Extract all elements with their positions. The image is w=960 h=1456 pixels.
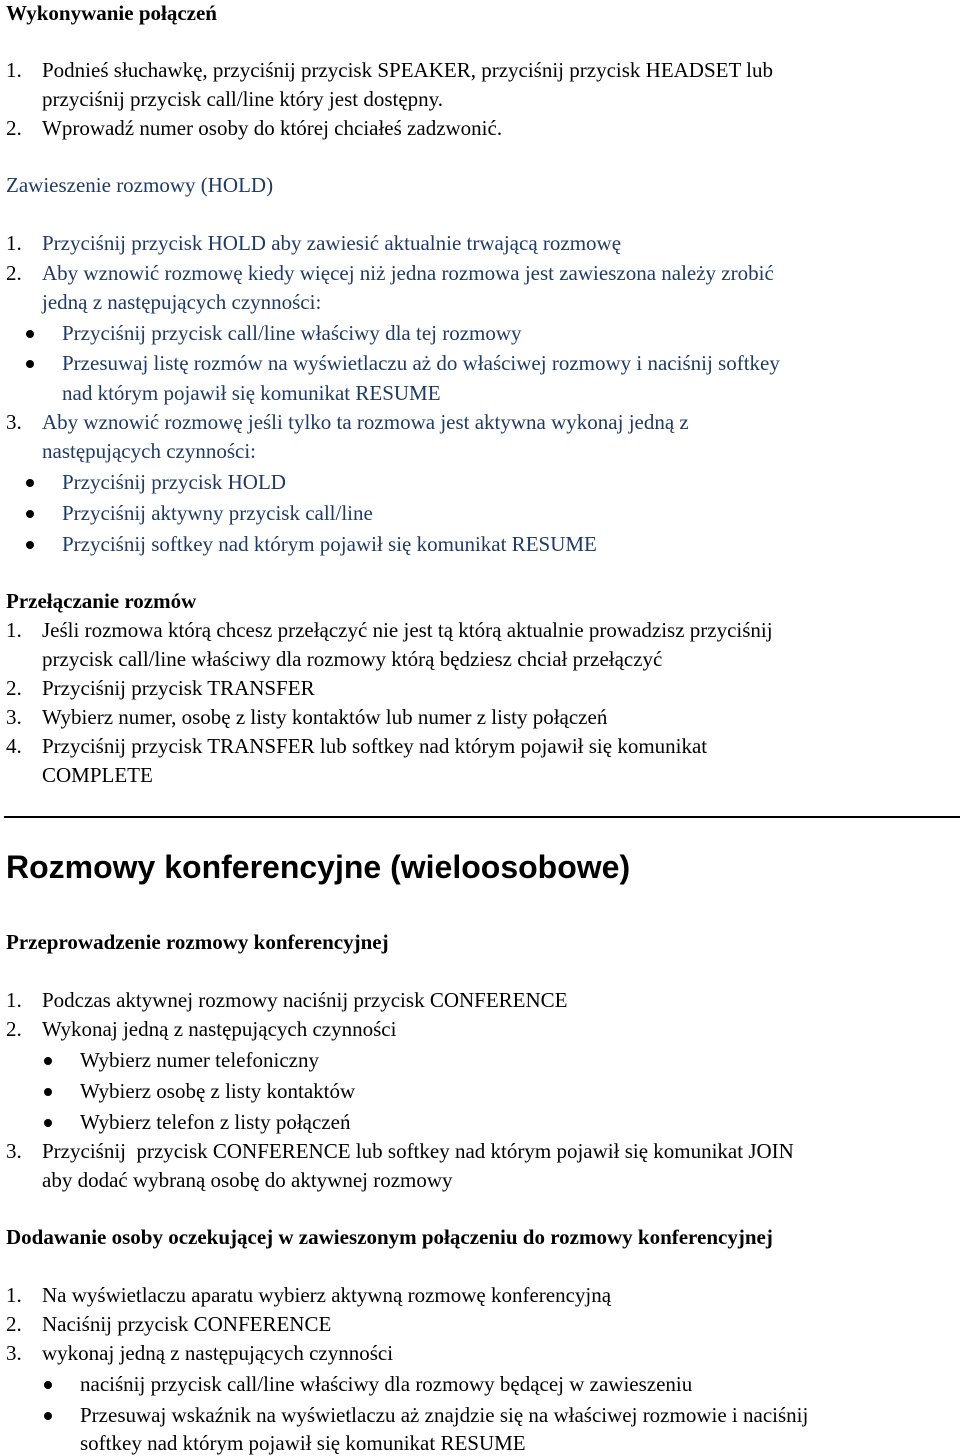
section-heading-conference: Przeprowadzenie rozmowy konferencyjnej xyxy=(6,930,389,954)
section-heading-transfer: Przełączanie rozmów xyxy=(6,589,197,613)
list-number: 2. xyxy=(6,116,22,140)
bullet-icon xyxy=(26,330,34,338)
bullet-text: Przyciśnij przycisk call/line właściwy dla tej rozmowy xyxy=(62,321,522,345)
list-item-text: jedną z następujących czynności: xyxy=(42,290,322,314)
bullet-icon xyxy=(44,1381,52,1389)
bullet-icon xyxy=(44,1119,52,1127)
list-number: 4. xyxy=(6,734,22,758)
list-item-text: Wybierz numer, osobę z listy kontaktów lub numer z listy połączeń xyxy=(42,705,608,729)
list-number: 2. xyxy=(6,1312,22,1336)
bullet-text: Przyciśnij przycisk HOLD xyxy=(62,470,286,494)
list-item-text: przycisk call/line właściwy dla rozmowy którą będziesz chciał przełączyć xyxy=(42,647,663,671)
list-item-text: Przyciśnij przycisk TRANSFER xyxy=(42,676,315,700)
list-number: 1. xyxy=(6,231,22,255)
list-item-text: Na wyświetlaczu aparatu wybierz aktywną rozmowę konferencyjną xyxy=(42,1283,612,1307)
bullet-text: softkey nad którym pojawił się komunikat RESUME xyxy=(80,1431,526,1455)
bullet-icon xyxy=(26,360,34,368)
list-number: 3. xyxy=(6,705,22,729)
list-item-text: przyciśnij przycisk call/line który jest dostępny. xyxy=(42,87,444,111)
bullet-text: naciśnij przycisk call/line właściwy dla rozmowy będącej w zawieszeniu xyxy=(80,1372,693,1396)
list-number: 1. xyxy=(6,58,22,82)
list-item-text: COMPLETE xyxy=(42,763,153,787)
bullet-icon xyxy=(26,510,34,518)
list-item-text: Aby wznowić rozmowę jeśli tylko ta rozmowa jest aktywna wykonaj jedną z xyxy=(42,410,689,434)
list-item-text: Przyciśnij przycisk HOLD aby zawiesić aktualnie trwającą rozmowę xyxy=(42,231,622,255)
bullet-text: Wybierz numer telefoniczny xyxy=(80,1048,319,1072)
list-number: 2. xyxy=(6,261,22,285)
list-item-text: Przyciśnij przycisk TRANSFER lub softkey nad którym pojawił się komunikat xyxy=(42,734,708,758)
list-number: 2. xyxy=(6,676,22,700)
page-title: Rozmowy konferencyjne (wieloosobowe) xyxy=(6,849,631,885)
bullet-text: nad którym pojawił się komunikat RESUME xyxy=(62,381,441,405)
bullet-text: Przesuwaj listę rozmów na wyświetlaczu aż do właściwej rozmowy i naciśnij softkey xyxy=(62,351,780,375)
list-item-text: Podnieś słuchawkę, przyciśnij przycisk SPEAKER, przyciśnij przycisk HEADSET lub xyxy=(42,58,774,82)
bullet-icon xyxy=(26,541,34,549)
bullet-icon xyxy=(44,1412,52,1420)
list-number: 1. xyxy=(6,618,22,642)
section-heading-hold: Zawieszenie rozmowy (HOLD) xyxy=(6,173,274,197)
section-heading-calls: Wykonywanie połączeń xyxy=(6,1,217,25)
list-item-text: Jeśli rozmowa którą chcesz przełączyć nie jest tą którą aktualnie prowadzisz przyciśnij xyxy=(42,618,773,642)
list-item-text: aby dodać wybraną osobę do aktywnej rozmowy xyxy=(42,1168,453,1192)
list-item-text: Aby wznowić rozmowę kiedy więcej niż jedna rozmowa jest zawieszona należy zrobić xyxy=(42,261,774,285)
bullet-text: Wybierz telefon z listy połączeń xyxy=(80,1110,351,1134)
list-item-text: Podczas aktywnej rozmowy naciśnij przycisk CONFERENCE xyxy=(42,988,568,1012)
list-item-text: Naciśnij przycisk CONFERENCE xyxy=(42,1312,332,1336)
bullet-icon xyxy=(26,479,34,487)
list-item-text: następujących czynności: xyxy=(42,439,256,463)
list-number: 2. xyxy=(6,1017,22,1041)
bullet-text: Przyciśnij aktywny przycisk call/line xyxy=(62,501,373,525)
list-number: 1. xyxy=(6,1283,22,1307)
bullet-icon xyxy=(44,1088,52,1096)
list-number: 3. xyxy=(6,1139,22,1163)
horizontal-divider xyxy=(4,816,960,818)
list-number: 3. xyxy=(6,410,22,434)
bullet-icon xyxy=(44,1057,52,1065)
list-item-text: wykonaj jedną z następujących czynności xyxy=(42,1341,394,1365)
list-number: 3. xyxy=(6,1341,22,1365)
bullet-text: Przesuwaj wskaźnik na wyświetlaczu aż znajdzie się na właściwej rozmowie i naciśnij xyxy=(80,1403,809,1427)
section-heading-add-held: Dodawanie osoby oczekującej w zawieszonym połączeniu do rozmowy konferencyjnej xyxy=(6,1225,773,1249)
list-item-text: Przyciśnij przycisk CONFERENCE lub softkey nad którym pojawił się komunikat JOIN xyxy=(42,1139,794,1163)
list-item-text: Wprowadź numer osoby do której chciałeś zadzwonić. xyxy=(42,116,503,140)
list-number: 1. xyxy=(6,988,22,1012)
bullet-text: Przyciśnij softkey nad którym pojawił się komunikat RESUME xyxy=(62,532,597,556)
list-item-text: Wykonaj jedną z następujących czynności xyxy=(42,1017,397,1041)
bullet-text: Wybierz osobę z listy kontaktów xyxy=(80,1079,356,1103)
